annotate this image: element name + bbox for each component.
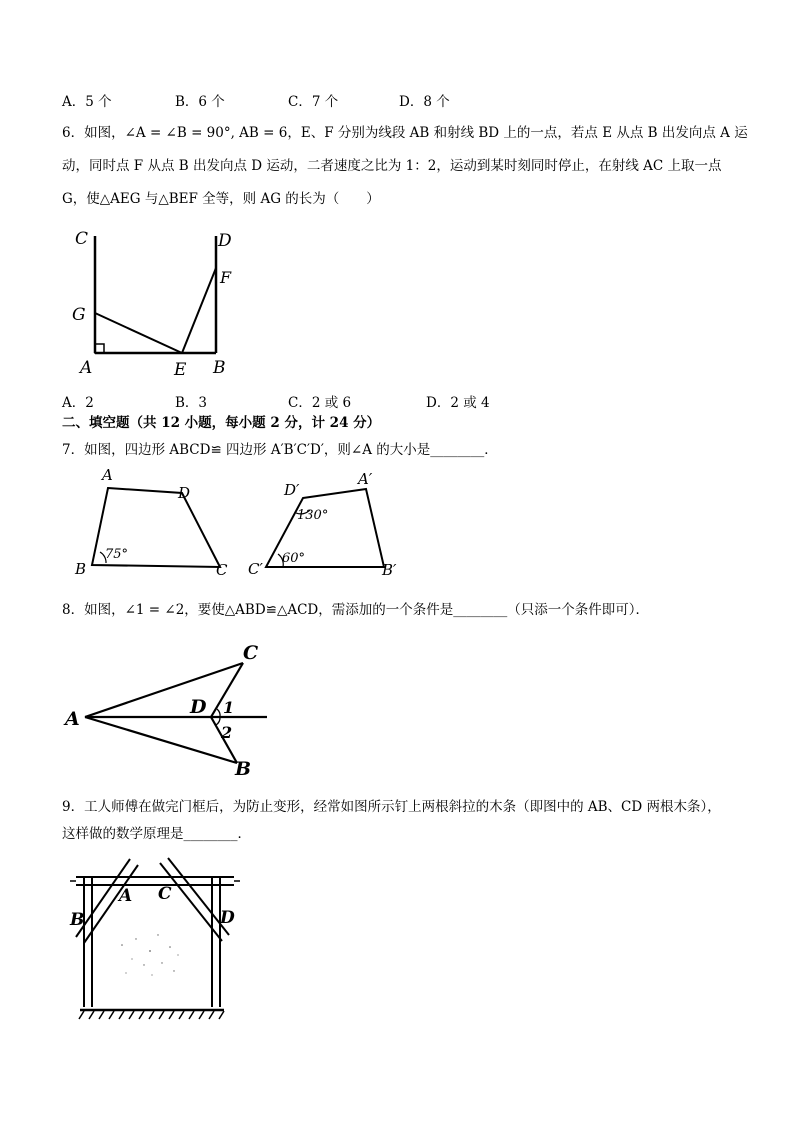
q9-line-2: 这样做的数学原理是________． [62, 826, 251, 842]
q5-option-a: A．5 个 [62, 94, 112, 110]
q7-fig1-label-c: C [216, 561, 228, 579]
q7-fig2-label-d: D′ [284, 481, 300, 499]
q8-label-2: 2 [221, 723, 233, 742]
q7-fig2-label-b: B′ [382, 561, 397, 579]
q6-label-c: C [75, 229, 89, 249]
q6-figure [70, 228, 240, 378]
q9-label-d: D [220, 908, 235, 928]
q6-label-b: B [213, 358, 226, 378]
q7-fig1-angle: 75° [105, 547, 129, 562]
q6-option-d: D．2 或 4 [426, 395, 490, 411]
q7-figure-1 [70, 466, 240, 580]
q5-option-d: D．8 个 [399, 94, 450, 110]
q9-label-b: B [70, 910, 85, 930]
q6-label-f: F [220, 268, 232, 287]
q7-fig1-label-b: B [75, 560, 87, 578]
q6-label-d: D [218, 231, 232, 251]
section-2-heading: 二、填空题（共 12 小题，每小题 2 分，计 24 分） [62, 415, 381, 431]
q6-label-a: A [80, 358, 93, 378]
q9-line-1: 9．工人师傅在做完门框后，为防止变形，经常如图所示钉上两根斜拉的木条（即图中的 AB、CD 两根木条）， [62, 799, 721, 815]
q7-text: 7．如图，四边形 ABCD≌ 四边形 A′B′C′D′，则∠A 的大小是________． [62, 442, 498, 458]
q8-label-c: C [243, 642, 259, 664]
q6-option-c: C．2 或 6 [288, 395, 352, 411]
q6-line-1: 6．如图，∠A = ∠B = 90°, AB = 6，E、F 分别为线段 AB 和射线 BD 上的一点，若点 E 从点 B 出发向点 A 运 [62, 125, 748, 141]
q7-fig2-angle1: 130° [297, 508, 329, 523]
q8-label-a: A [65, 708, 80, 730]
q7-figure-2 [248, 470, 418, 580]
q8-figure [65, 635, 285, 780]
q8-text: 8．如图，∠1 = ∠2，要使△ABD≌△ACD，需添加的一个条件是________（只添一个条件即可）． [62, 602, 650, 618]
q5-option-c: C．7 个 [288, 94, 339, 110]
q7-fig2-label-a: A′ [358, 470, 373, 488]
q9-figure [62, 855, 252, 1030]
q7-fig1-label-a: A [102, 466, 113, 484]
q6-line-2: 动，同时点 F 从点 B 出发向点 D 运动，二者速度之比为 1：2，运动到某时刻同时停止，在射线 AC 上取一点 [62, 158, 722, 174]
q8-label-b: B [235, 758, 252, 780]
q5-option-b: B．6 个 [175, 94, 225, 110]
q6-option-a: A．2 [62, 395, 94, 411]
q6-label-g: G [72, 305, 86, 325]
q7-fig2-label-c: C′ [248, 560, 263, 578]
q8-label-1: 1 [223, 698, 235, 717]
q9-label-a: A [119, 886, 133, 906]
q6-line-3: G，使△AEG 与△BEF 全等，则 AG 的长为（ ） [62, 191, 380, 207]
q7-fig1-label-d: D [178, 484, 191, 502]
q7-fig2-angle2: 60° [282, 551, 306, 566]
q8-label-d: D [190, 696, 207, 718]
q6-label-e: E [174, 360, 187, 380]
q9-label-c: C [158, 884, 172, 904]
q6-option-b: B．3 [175, 395, 208, 411]
